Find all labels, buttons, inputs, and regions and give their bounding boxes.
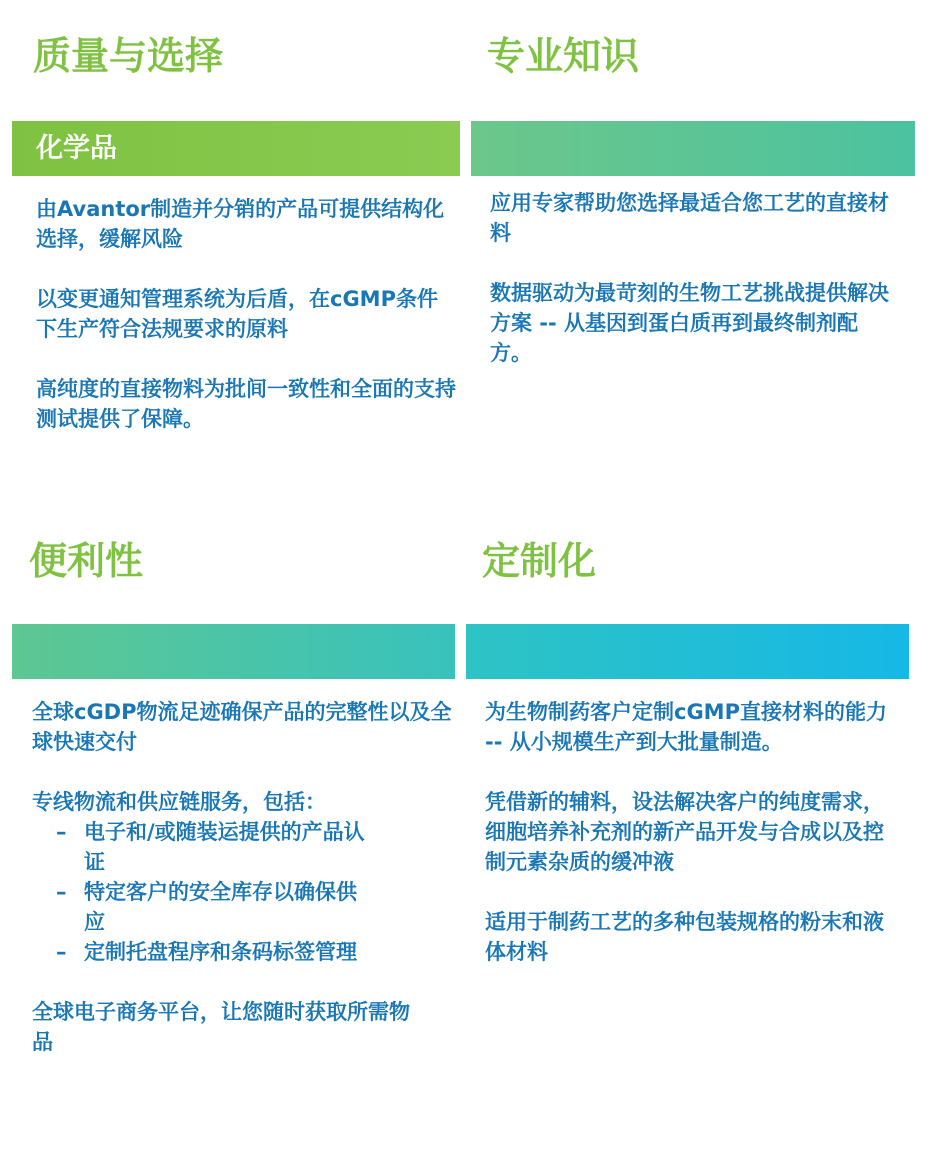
list-item (32, 937, 374, 967)
customization-bar (466, 624, 909, 679)
customization-paragraph: 适用于制药工艺的多种包装规格的粉末和液体材料 (485, 910, 884, 964)
list-item-text: 定制托盘程序和条码标签管理 (84, 940, 357, 964)
expertise-heading: 专业知识 (487, 34, 640, 78)
convenience-closing-paragraph: 全球电子商务平台，让您随时获取所需物品 (32, 1000, 410, 1054)
quality-heading: 质量与选择 (33, 34, 224, 78)
expertise-body (490, 188, 900, 368)
expertise-bar (471, 121, 915, 176)
dash-marker: – (56, 820, 67, 844)
convenience-paragraph: 专线物流和供应链服务，包括： (32, 790, 326, 814)
customization-heading: 定制化 (482, 539, 597, 583)
dash-marker: – (56, 940, 67, 964)
logistics-services-list (32, 817, 452, 967)
dash-marker: – (56, 880, 67, 904)
expertise-paragraph: 应用专家帮助您选择最适合您工艺的直接材料 (490, 191, 889, 245)
list-item (32, 817, 374, 877)
expertise-paragraph: 数据驱动为最苛刻的生物工艺挑战提供解决方案 -- 从基因到蛋白质再到最终制剂配方。 (490, 281, 889, 365)
customization-body (485, 697, 895, 967)
quality-paragraph: 以变更通知管理系统为后盾，在cGMP条件下生产符合法规要求的原料 (36, 287, 438, 341)
quality-paragraph: 由Avantor制造并分销的产品可提供结构化选择，缓解风险 (36, 197, 445, 251)
convenience-body (32, 697, 452, 1057)
customization-paragraph: 为生物制药客户定制cGMP直接材料的能力 -- 从小规模生产到大批量制造。 (485, 700, 887, 754)
chemicals-bar-label: 化学品 (36, 133, 117, 164)
quality-body (36, 194, 456, 434)
list-item-text: 特定客户的安全库存以确保供应 (84, 880, 357, 934)
chemicals-bar (12, 121, 460, 176)
quality-paragraph: 高纯度的直接物料为批间一致性和全面的支持测试提供了保障。 (36, 377, 456, 431)
convenience-bar (12, 624, 455, 679)
convenience-paragraph: 全球cGDP物流足迹确保产品的完整性以及全球快速交付 (32, 700, 452, 754)
customization-paragraph: 凭借新的辅料，设法解决客户的纯度需求，细胞培养补充剂的新产品开发与合成以及控制元素杂质的缓冲液 (485, 790, 884, 874)
list-item (32, 877, 374, 937)
list-item-text: 电子和/或随装运提供的产品认证 (84, 820, 365, 874)
convenience-heading: 便利性 (29, 539, 144, 583)
